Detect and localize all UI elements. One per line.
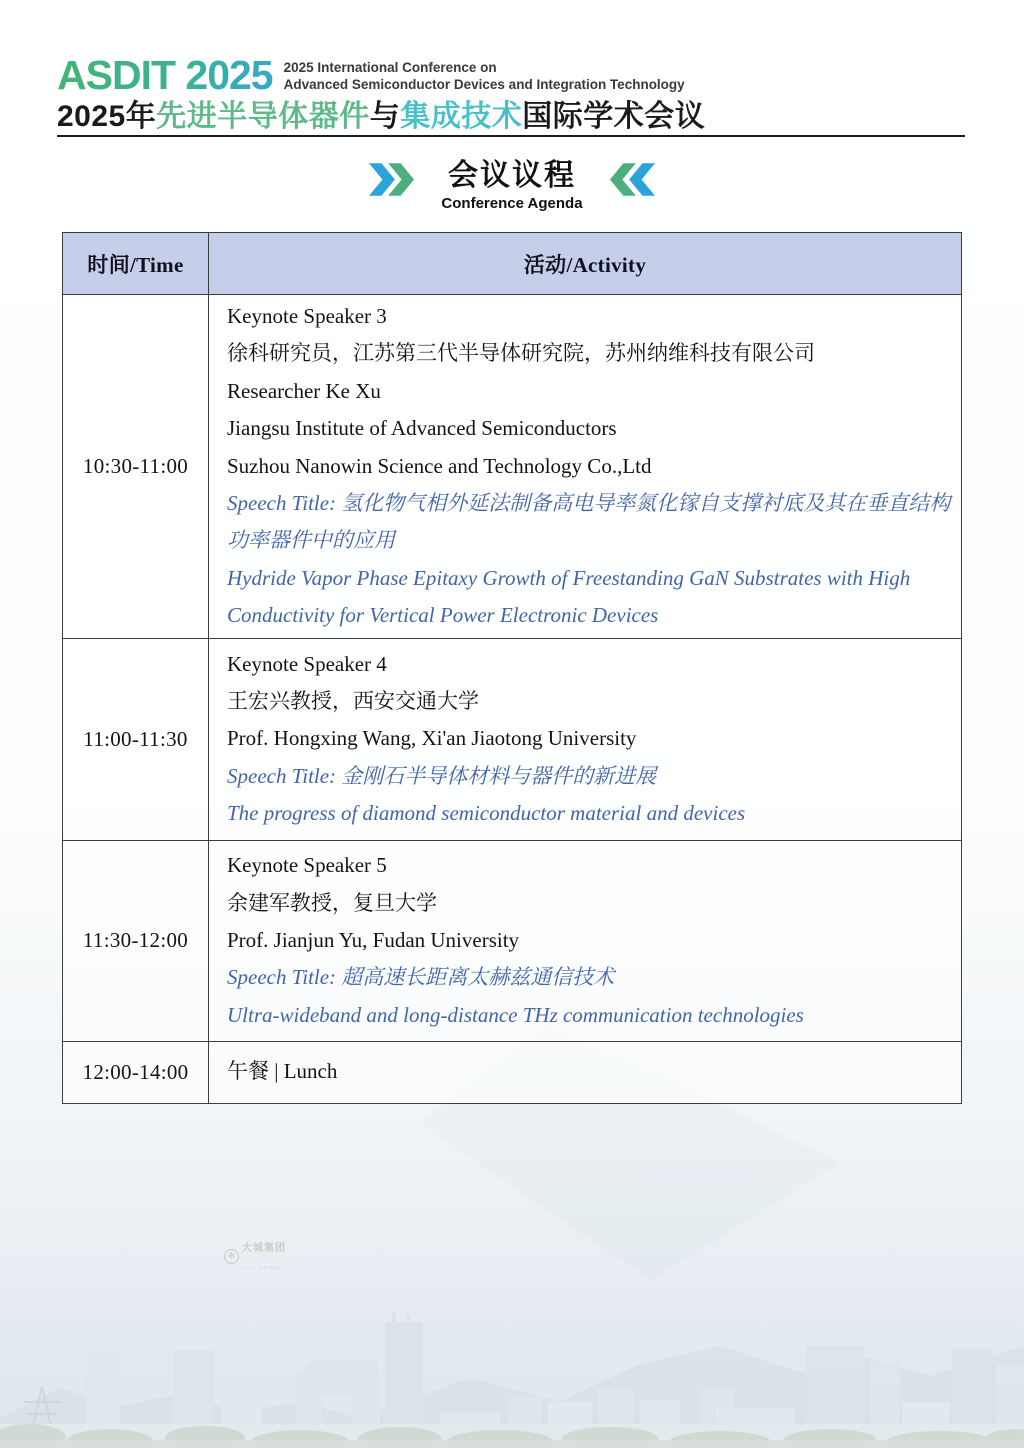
agenda-heading-text bbox=[441, 158, 582, 213]
watermark-logo bbox=[224, 1238, 286, 1274]
speaker-line: Prof. Hongxing Wang, Xi'an Jiaotong University bbox=[227, 726, 637, 751]
chevrons-left-icon bbox=[609, 163, 655, 196]
speech-title-line: Ultra-wideband and long-distance THz communication technologies bbox=[227, 1002, 804, 1027]
agenda-title-cn: 会议议程 bbox=[447, 159, 576, 192]
speaker-line: 王宏兴教授，西安交通大学 bbox=[227, 689, 479, 714]
title-part-year: 2025年 bbox=[57, 100, 157, 133]
table-row bbox=[63, 638, 962, 840]
speech-title-line: Speech Title: 金刚石半导体材料与器件的新进展 bbox=[227, 763, 657, 788]
speaker-line: Keynote Speaker 4 bbox=[227, 651, 387, 676]
time-cell: 10:30-11:00 bbox=[63, 295, 209, 639]
table-row bbox=[63, 295, 962, 639]
conference-subtitle bbox=[284, 59, 685, 93]
title-part-and: 与 bbox=[369, 100, 401, 133]
title-part-devices: 先进半导体器件 bbox=[156, 100, 370, 133]
speaker-line: 徐科研究员，江苏第三代半导体研究院，苏州纳维科技有限公司 bbox=[227, 341, 815, 366]
watermark-text-en: CITY GROUP bbox=[242, 1265, 282, 1270]
time-cell: 12:00-14:00 bbox=[63, 1041, 209, 1103]
chevrons-right-icon bbox=[369, 163, 415, 196]
time-cell: 11:00-11:30 bbox=[63, 638, 209, 840]
conference-subtitle-line1: 2025 International Conference on bbox=[283, 60, 497, 75]
watermark-text-cn: 大城集团 bbox=[242, 1243, 286, 1254]
agenda-title-en: Conference Agenda bbox=[441, 195, 583, 212]
header-logo-row bbox=[57, 53, 685, 97]
title-part-integration: 集成技术 bbox=[400, 100, 523, 133]
column-header-activity: 活动/Activity bbox=[209, 233, 962, 295]
table-row bbox=[63, 840, 962, 1041]
agenda-table bbox=[62, 232, 962, 1104]
speaker-line: Keynote Speaker 3 bbox=[227, 304, 387, 328]
lunch-line: 午餐 | Lunch bbox=[227, 1059, 338, 1084]
speaker-line: Jiangsu Institute of Advanced Semiconductors bbox=[227, 416, 617, 441]
column-header-time: 时间/Time bbox=[63, 233, 209, 295]
speech-title-line: Speech Title: 超高速长距离太赫兹通信技术 bbox=[227, 965, 615, 990]
conference-title-cn bbox=[57, 99, 705, 135]
table-header-row bbox=[63, 233, 962, 295]
activity-cell bbox=[209, 1041, 962, 1103]
speaker-line: Keynote Speaker 5 bbox=[227, 853, 387, 878]
speaker-line: Suzhou Nanowin Science and Technology Co.,Ltd bbox=[227, 453, 652, 478]
time-cell: 11:30-12:00 bbox=[63, 840, 209, 1041]
header-divider bbox=[57, 135, 965, 137]
agenda-heading bbox=[0, 158, 1024, 213]
activity-cell bbox=[209, 840, 962, 1041]
speaker-line: Prof. Jianjun Yu, Fudan University bbox=[227, 927, 520, 952]
activity-cell bbox=[209, 295, 962, 639]
speaker-line: 余建军教授，复旦大学 bbox=[227, 890, 437, 915]
cityscape-background bbox=[0, 1150, 1024, 1448]
speech-title-line: Hydride Vapor Phase Epitaxy Growth of Freestanding GaN Substrates with High Conductivity for Vertical Power Electronic Devices bbox=[227, 565, 911, 628]
activity-cell bbox=[209, 638, 962, 840]
conference-subtitle-line2: Advanced Semiconductor Devices and Integration Technology bbox=[283, 77, 685, 92]
asdit-logo: ASDIT 2025 bbox=[57, 52, 273, 98]
table-row bbox=[63, 1041, 962, 1103]
speech-title-line: The progress of diamond semiconductor material and devices bbox=[227, 801, 746, 826]
watermark-emblem-icon: ✻ bbox=[224, 1249, 239, 1264]
speech-title-line: Speech Title: 氢化物气相外延法制备高电导率氮化镓自支撑衬底及其在垂直结构功率器件中的应用 bbox=[227, 491, 951, 553]
title-part-conference: 国际学术会议 bbox=[522, 100, 706, 133]
speaker-line: Researcher Ke Xu bbox=[227, 378, 381, 403]
